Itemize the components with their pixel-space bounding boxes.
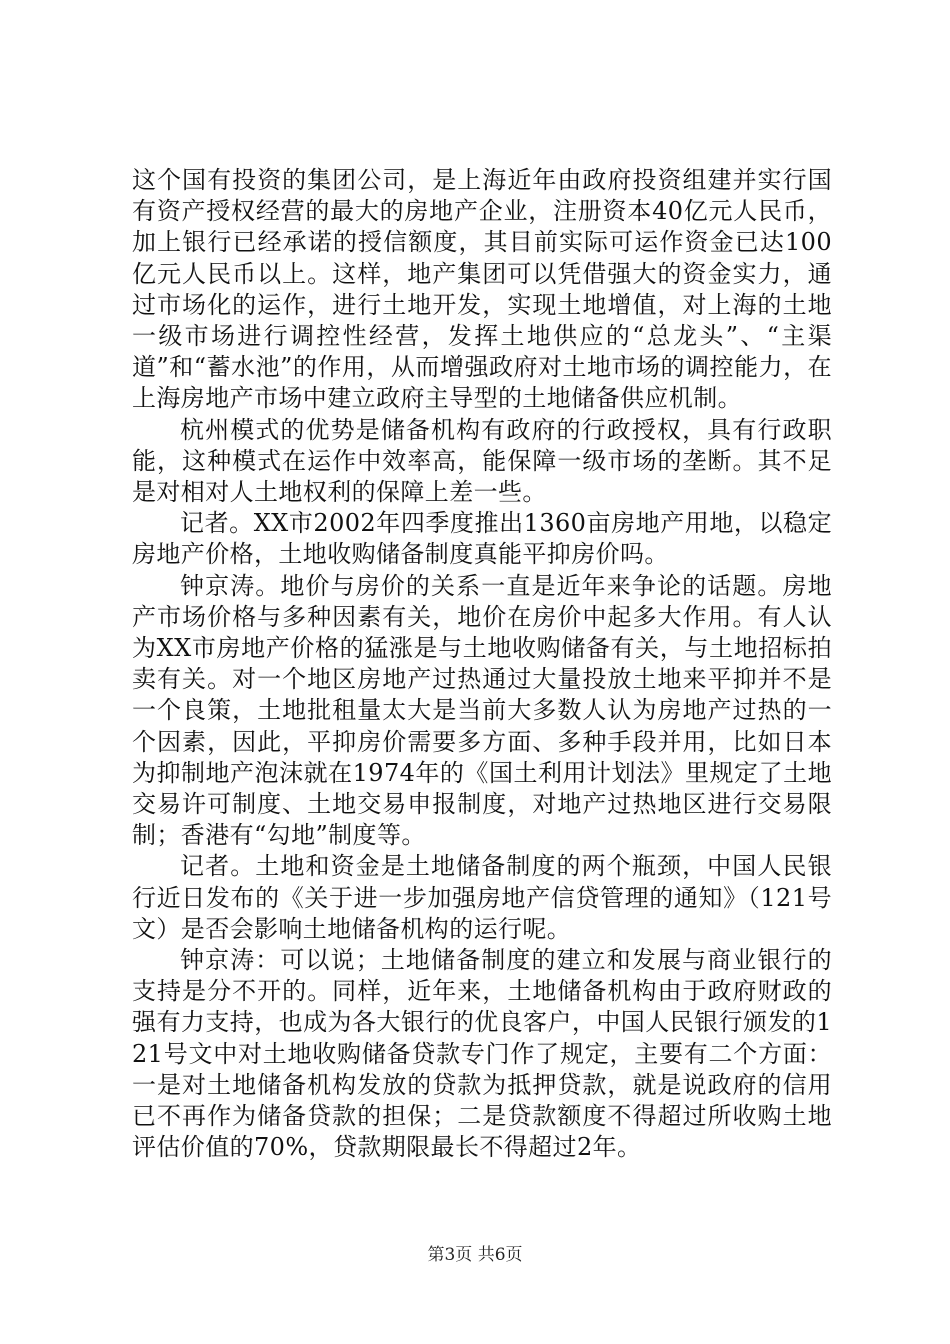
paragraph-reporter-question-2: 记者。土地和资金是土地储备制度的两个瓶颈，中国人民银行近日发布的《关于进一步加强房地产信贷管理的通知》（121号文）是否会影响土地储备机构的运行呢。 [132, 852, 832, 943]
document-body [132, 165, 832, 1164]
paragraph-answer-2: 钟京涛：可以说；土地储备制度的建立和发展与商业银行的支持是分不开的。同样，近年来，土地储备机构由于政府财政的强有力支持，也成为各大银行的优良客户，中国人民银行颁发的121号文中对土地收购储备贷款专门作了规定，主要有二个方面：一是对土地储备机构发放的贷款为抵押贷款，就是说政府的信用已不再作为储备贷款的担保；二是贷款额度不得超过所收购土地评估价值的70%，贷款期限最长不得超过2年。 [132, 946, 832, 1162]
page-number: 第3页 共6页 [427, 1245, 523, 1265]
paragraph-reporter-question-1: 记者。XX市2002年四季度推出1360亩房地产用地，以稳定房地产价格，土地收购储备制度真能平抑房价吗。 [132, 509, 832, 569]
paragraph-hangzhou-model: 杭州模式的优势是储备机构有政府的行政授权，具有行政职能，这种模式在运作中效率高，能保障一级市场的垄断。其不足是对相对人土地权利的保障上差一些。 [132, 415, 832, 507]
paragraph-continued: 这个国有投资的集团公司，是上海近年由政府投资组建并实行国有资产授权经营的最大的房地产企业，注册资本40亿元人民币，加上银行已经承诺的授信额度，其目前实际可运作资金已达100亿元人民币以上。这样，地产集团可以凭借强大的资金实力，通过市场化的运作，进行土地开发，实现土地增值，对上海的土地一级市场进行调控性经营，发挥土地供应的“总龙头”、“主渠道”和“蓄水池”的作用，从而增强政府对土地市场的调控能力，在上海房地产市场中建立政府主导型的土地储备供应机制。 [132, 166, 832, 413]
paragraph-answer-1: 钟京涛。地价与房价的关系一直是近年来争论的话题。房地产市场价格与多种因素有关，地价在房价中起多大作用。有人认为XX市房地产价格的猛涨是与土地收购储备有关，与土地招标拍卖有关。对一个地区房地产过热通过大量投放土地来平抑并不是一个良策，土地批租量太大是当前大多数人认为房地产过热的一个因素，因此，平抑房价需要多方面、多种手段并用，比如日本为抑制地产泡沫就在1974年的《国土利用计划法》里规定了土地交易许可制度、土地交易申报制度，对地产过热地区进行交易限制；香港有“勾地”制度等。 [132, 571, 832, 850]
page-footer [0, 1244, 950, 1266]
